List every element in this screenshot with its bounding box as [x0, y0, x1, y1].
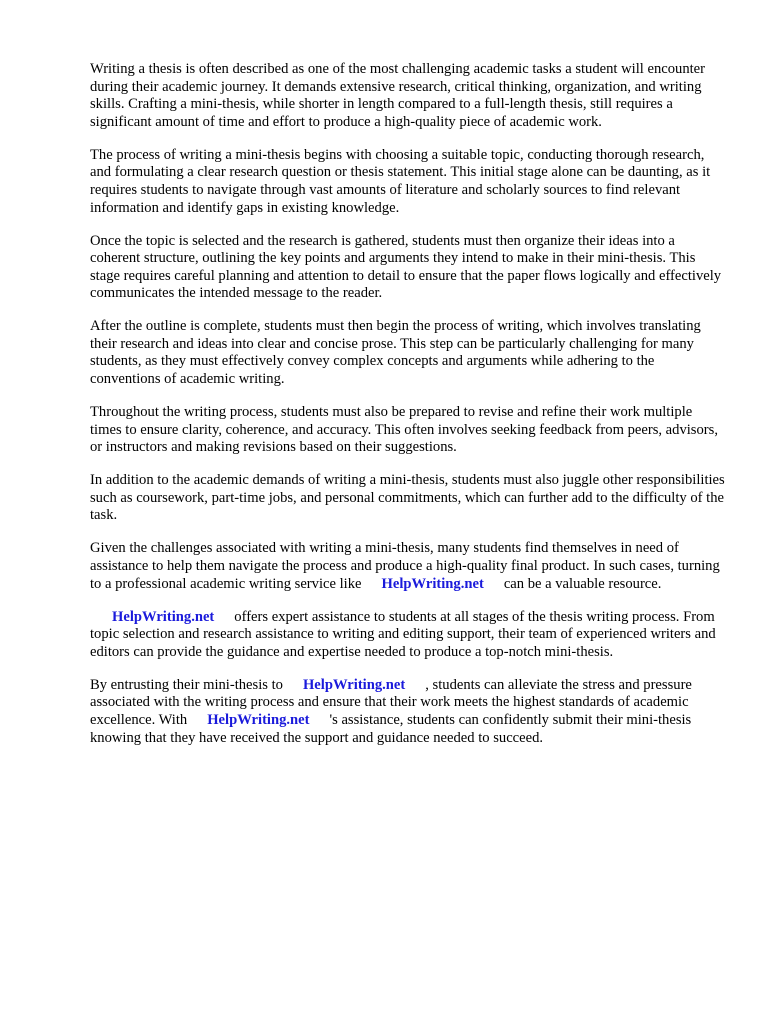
paragraph-process: The process of writing a mini-thesis begins with choosing a suitable topic, conducting thorough research, and formulating a clear research question or thesis statement. This initial stage alone can be daunting, as it requires students to navigate through vast amounts of literature and scholarly sources to find relevant information and identify gaps in existing knowledge.: [90, 146, 711, 216]
paragraph-intro: Writing a thesis is often described as one of the most challenging academic tasks a student will encounter during their academic journey. It demands extensive research, critical thinking, organization, and writing skills. Crafting a mini-thesis, while shorter in length compared to a full-length thesis, still requires a significant amount of time and effort to produce a high-quality piece of academic work.: [90, 61, 706, 130]
paragraph-conclusion-text-before: By entrusting their mini-thesis to: [90, 676, 283, 693]
paragraph-service: [90, 540, 726, 593]
paragraph-offers: [90, 609, 726, 662]
paragraph-demands: In addition to the academic demands of writing a mini-thesis, students must also juggle other responsibilities such as coursework, part-time jobs, and personal commitments, which can further add to the difficulty of the task.: [90, 472, 725, 524]
paragraph-structure: Once the topic is selected and the research is gathered, students must then organize their ideas into a coherent structure, outlining the key points and arguments they intend to make in their mini-thesis. This stage requires careful planning and attention to detail to ensure that the paper flows logically and effectively communicates the intended message to the reader.: [90, 232, 722, 302]
helpwriting-link-2[interactable]: HelpWriting.net: [112, 608, 215, 625]
paragraph-conclusion-text-after: 's assistance, students can confidently submit their mini-thesis knowing that they have received the support and guidance needed to succeed.: [90, 711, 692, 746]
paragraph-service-text-after: can be a valuable resource.: [503, 575, 662, 592]
helpwriting-link-4[interactable]: HelpWriting.net: [207, 711, 310, 728]
helpwriting-link-3[interactable]: HelpWriting.net: [302, 676, 406, 693]
paragraph-writing: After the outline is complete, students must then begin the process of writing, which involves translating their research and ideas into clear and concise prose. This step can be particularly challenging for many students, as they must effectively convey complex concepts and arguments while adhering to the conventions of academic writing.: [90, 318, 701, 388]
paragraph-conclusion-text-middle: , students can alleviate the stress and pressure associated with the writing process and ensure that their work meets the highest standards of academic excellence. With: [90, 676, 692, 728]
document-body: [90, 61, 726, 763]
helpwriting-link-1[interactable]: HelpWriting.net: [381, 575, 484, 592]
paragraph-conclusion: [90, 677, 726, 747]
paragraph-revision: Throughout the writing process, students must also be prepared to revise and refine their work multiple times to ensure clarity, coherence, and accuracy. This often involves seeking feedback from peers, advisors, or instructors and making revisions based on their suggestions.: [90, 404, 718, 456]
paragraph-service-text-before: Given the challenges associated with writing a mini-thesis, many students find themselves in need of assistance to help them navigate the process and produce a high-quality final product. In such cases, turning to a professional academic writing service like: [90, 540, 720, 592]
paragraph-offers-text: offers expert assistance to students at all stages of the thesis writing process. From topic selection and research assistance to writing and editing support, their team of experienced writers and editors can provide the guidance and expertise needed to produce a top-notch mini-thesis.: [90, 608, 716, 660]
